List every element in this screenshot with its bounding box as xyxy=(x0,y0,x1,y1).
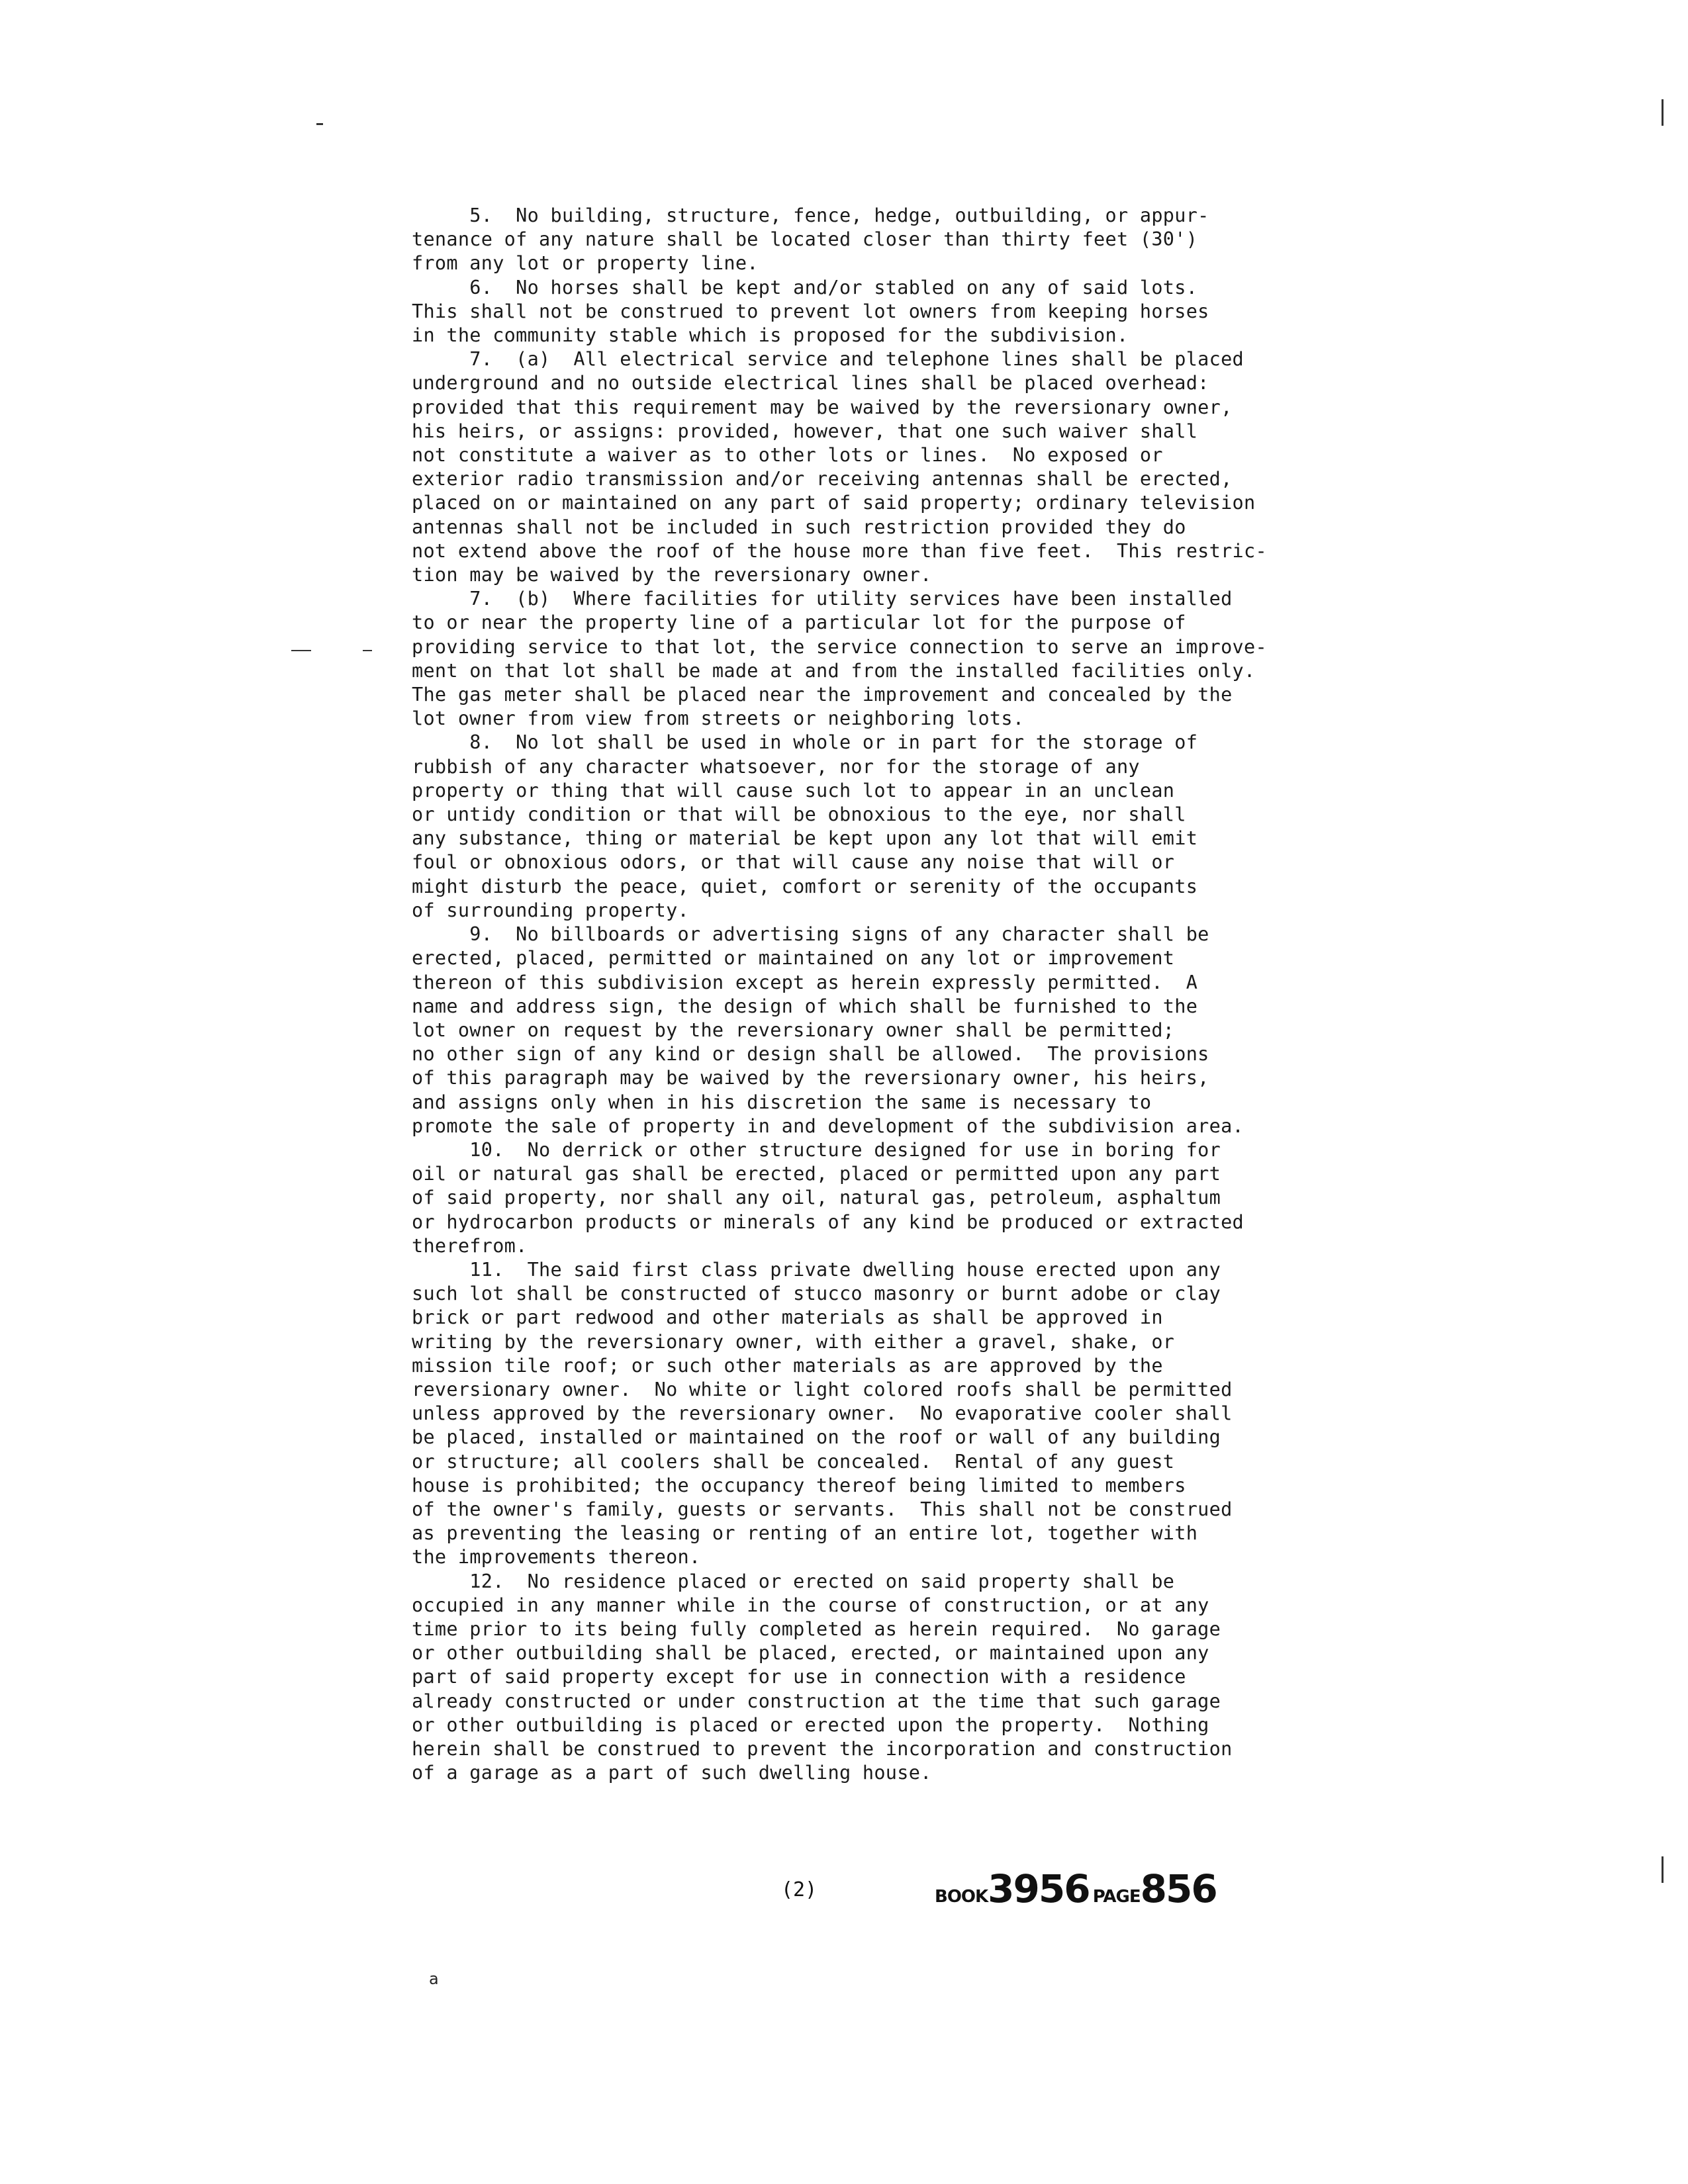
book-label: BOOK xyxy=(935,1887,988,1907)
book-number: 3956 xyxy=(988,1866,1090,1911)
paragraph-12: 12. No residence placed or erected on said property shall be occupied in any manner while in the course of construction, or at any time prior to its being fully completed as herein required. No garage or other outbuilding shall be placed, erected, or maintained upon any part of said property except for use in connection with a residence already constructed or under construction at the time that such garage or other outbuilding is placed or erected upon the property. Nothing herein shall be construed to prevent the incorporation and construction of a garage as a part of such dwelling house. xyxy=(412,1570,1233,1784)
paragraph-7a: 7. (a) All electrical service and telephone lines shall be placed underground and no outside electrical lines shall be placed overhead: provided that this requirement may be waived by the reversionary owner, his heirs, or assigns: provided, however, that one such waiver shall not constitute a waiver as to other lots or lines. No exposed or exterior radio transmission and/or receiving antennas shall be erected, placed on or maintained on any part of said property; ordinary television antennas shall not be included in such restriction provided they do not extend above the roof of the house more than five feet. This restric- tion may be waived by the reversionary owner. xyxy=(412,348,1267,586)
paragraph-7b: 7. (b) Where facilities for utility services have been installed to or near the property line of a particular lot for the purpose of providing service to that lot, the service connection to serve an improve- ment on that lot shall be made at and from the installed facilities only. The gas meter shall be placed near the improvement and concealed by the lot owner from view from streets or neighboring lots. xyxy=(412,588,1267,730)
scan-mark xyxy=(1662,99,1664,126)
paragraph-8: 8. No lot shall be used in whole or in part for the storage of rubbish of any character whatsoever, nor for the storage of any property or thing that will cause such lot to appear in an unclean or untidy condition or that will be obnoxious to the eye, nor shall any substance, thing or material be kept upon any lot that will emit foul or obnoxious odors, or that will cause any noise that will or might disturb the peace, quiet, comfort or serenity of the occupants of surrounding property. xyxy=(412,731,1198,921)
page-footer xyxy=(0,1866,1688,1919)
recording-stamp xyxy=(935,1866,1217,1911)
paragraph-9: 9. No billboards or advertising signs of any character shall be erected, placed, permitted or maintained on any lot or improvement thereon of this subdivision except as herein expressly permitted. A name and address sign, the design of which shall be furnished to the lot owner on request by the reversionary owner shall be permitted; no other sign of any kind or design shall be allowed. The provisions of this paragraph may be waived by the reversionary owner, his heirs, and assigns only when in his discretion the same is necessary to promote the sale of property in and development of the subdivision area. xyxy=(412,923,1244,1137)
scan-mark xyxy=(291,650,311,651)
page-value: 856 xyxy=(1140,1866,1217,1911)
scan-mark xyxy=(363,650,372,651)
stray-mark: a xyxy=(429,1970,439,1988)
paragraph-11: 11. The said first class private dwelling house erected upon any such lot shall be constructed of stucco masonry or burnt adobe or clay brick or part redwood and other materials as shall be approved in writing by the reversionary owner, with either a gravel, shake, or mission tile roof; or such other materials as are approved by the reversionary owner. No white or light colored roofs shall be permitted unless approved by the reversionary owner. No evaporative cooler shall be placed, installed or maintained on the roof or wall of any building or structure; all coolers shall be concealed. Rental of any guest house is prohibited; the occupancy thereof being limited to members of the owner's family, guests or servants. This shall not be construed as preventing the leasing or renting of an entire lot, together with the improvements thereon. xyxy=(412,1258,1233,1569)
page-number: (2) xyxy=(781,1878,818,1901)
paragraph-10: 10. No derrick or other structure designed for use in boring for oil or natural gas shall be erected, placed or permitted upon any part of said property, nor shall any oil, natural gas, petroleum, asphaltum or hydrocarbon products or minerals of any kind be produced or extracted therefrom. xyxy=(412,1138,1244,1257)
paragraph-5: 5. No building, structure, fence, hedge, outbuilding, or appur- tenance of any nature shall be located closer than thirty feet (30') from any lot or property line. xyxy=(412,205,1209,275)
paragraph-6: 6. No horses shall be kept and/or stabled on any of said lots. This shall not be construed to prevent lot owners from keeping horses in the community stable which is proposed for the subdivision. xyxy=(412,276,1209,347)
page-label: PAGE xyxy=(1092,1887,1141,1907)
scan-mark xyxy=(316,123,323,125)
document-body xyxy=(412,204,1365,1785)
